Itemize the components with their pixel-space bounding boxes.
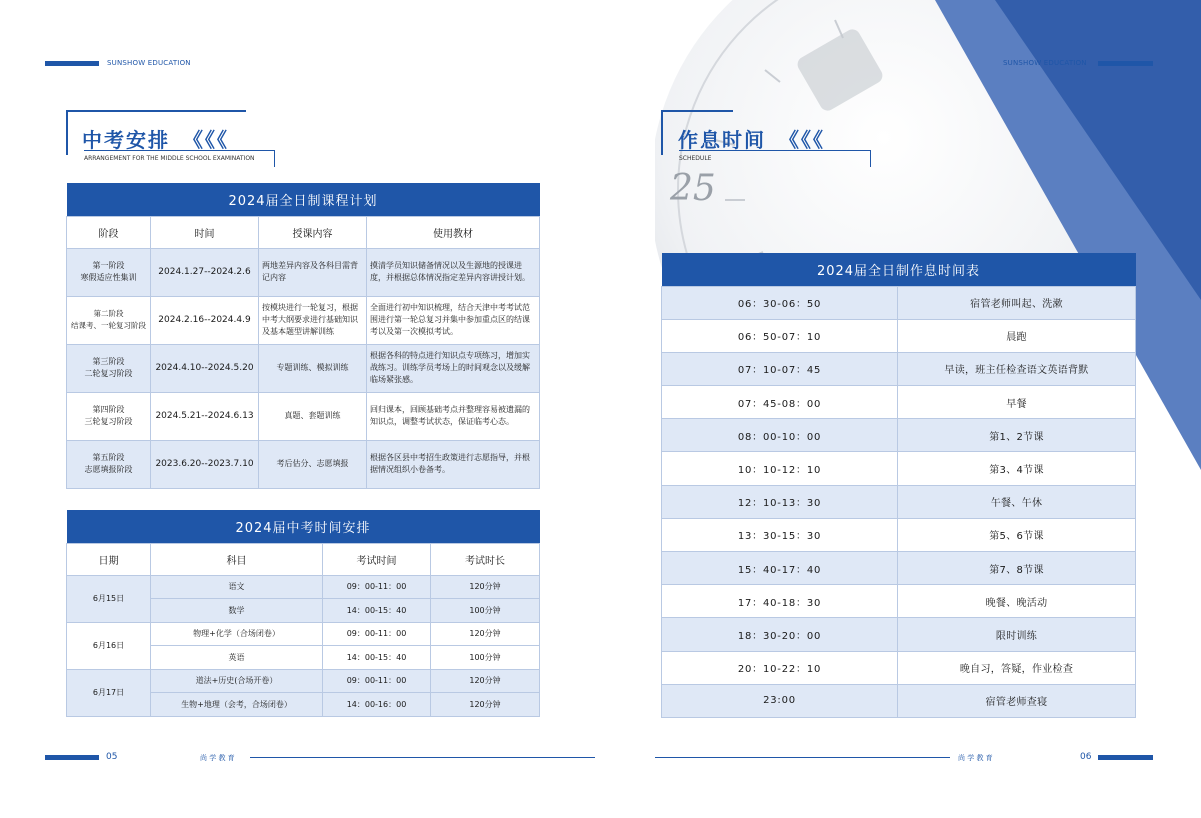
page-subtitle: ARRANGEMENT FOR THE MIDDLE SCHOOL EXAMINATION bbox=[84, 155, 255, 162]
table-row bbox=[67, 622, 540, 646]
table-row bbox=[662, 585, 1136, 618]
page-subtitle: SCHEDULE bbox=[679, 155, 712, 162]
material-cell: 根据各科的特点进行知识点专项练习，增加实战练习。训练学员考场上的时间观念以及缓解临场紧张感。 bbox=[367, 344, 540, 392]
duration-cell: 120分钟 bbox=[431, 693, 540, 717]
activity-cell: 第7、8节课 bbox=[898, 552, 1136, 585]
exam-schedule-table bbox=[66, 510, 540, 717]
content-cell: 真题、套题训练 bbox=[259, 392, 367, 440]
exam-schedule-caption: 2024届中考时间安排 bbox=[67, 510, 540, 543]
time-cell: 2024.2.16--2024.4.9 bbox=[151, 296, 259, 344]
activity-cell: 限时训练 bbox=[898, 618, 1136, 651]
activity-cell: 第5、6节课 bbox=[898, 518, 1136, 551]
time-cell: 07：45-08：00 bbox=[662, 386, 898, 419]
page-number-right: 06 bbox=[1080, 752, 1092, 762]
column-header: 时间 bbox=[151, 216, 259, 248]
table-row bbox=[67, 248, 540, 296]
subject-cell: 数学 bbox=[151, 599, 323, 623]
date-cell: 6月15日 bbox=[67, 575, 151, 622]
table-row bbox=[67, 669, 540, 693]
subject-cell: 生物+地理（会考，合场闭卷） bbox=[151, 693, 323, 717]
column-header: 授课内容 bbox=[259, 216, 367, 248]
exam-time-cell: 09：00-11：00 bbox=[323, 669, 431, 693]
daily-schedule-caption: 2024届全日制作息时间表 bbox=[662, 253, 1136, 286]
duration-cell: 100分钟 bbox=[431, 599, 540, 623]
header-bar-left bbox=[45, 61, 99, 66]
table-row bbox=[67, 296, 540, 344]
time-cell: 2024.5.21--2024.6.13 bbox=[151, 392, 259, 440]
date-cell: 6月17日 bbox=[67, 669, 151, 716]
activity-cell: 宿管老师查寝 bbox=[898, 684, 1136, 717]
material-cell: 根据各区县中考招生政策进行志愿指导，并根据情况组织小卷备考。 bbox=[367, 440, 540, 488]
table-row bbox=[67, 575, 540, 599]
activity-cell: 宿管老师叫起、洗漱 bbox=[898, 286, 1136, 319]
exam-time-cell: 09：00-11：00 bbox=[323, 622, 431, 646]
time-cell: 06：30-06：50 bbox=[662, 286, 898, 319]
table-row bbox=[662, 518, 1136, 551]
activity-cell: 晚餐、晚活动 bbox=[898, 585, 1136, 618]
duration-cell: 100分钟 bbox=[431, 646, 540, 670]
subject-cell: 物理+化学（合场闭卷） bbox=[151, 622, 323, 646]
table-row bbox=[662, 618, 1136, 651]
content-cell: 按模块进行一轮复习，根据中考大纲要求进行基础知识及基本题型讲解训练 bbox=[259, 296, 367, 344]
time-cell: 13：30-15：30 bbox=[662, 518, 898, 551]
time-cell: 17：40-18：30 bbox=[662, 585, 898, 618]
column-header: 考试时长 bbox=[431, 543, 540, 575]
date-cell: 6月16日 bbox=[67, 622, 151, 669]
activity-cell: 第3、4节课 bbox=[898, 452, 1136, 485]
table-row bbox=[662, 452, 1136, 485]
duration-cell: 120分钟 bbox=[431, 669, 540, 693]
activity-cell: 早餐 bbox=[898, 386, 1136, 419]
table-row bbox=[662, 485, 1136, 518]
stage-cell: 第五阶段 志愿填报阶段 bbox=[67, 440, 151, 488]
subject-cell: 道法+历史(合场开卷） bbox=[151, 669, 323, 693]
footer-line-left bbox=[250, 757, 595, 758]
duration-cell: 120分钟 bbox=[431, 575, 540, 599]
time-cell: 20：10-22：10 bbox=[662, 651, 898, 684]
table-row bbox=[662, 419, 1136, 452]
material-cell: 摸清学员知识储备情况以及生源地的授课进度，并根据总体情况指定差异内容讲授计划。 bbox=[367, 248, 540, 296]
activity-cell: 第1、2节课 bbox=[898, 419, 1136, 452]
table-row bbox=[662, 386, 1136, 419]
course-plan-caption: 2024届全日制课程计划 bbox=[67, 183, 540, 216]
page-title: 中考安排 bbox=[82, 128, 170, 152]
footer-bar-left bbox=[45, 755, 99, 760]
table-row bbox=[662, 319, 1136, 352]
footer-brand-left: 尚 学 教 育 bbox=[200, 754, 235, 762]
title-arrows: 《《《 bbox=[182, 128, 229, 152]
table-row bbox=[67, 344, 540, 392]
footer-brand-right: 尚 学 教 育 bbox=[958, 754, 993, 762]
table-row bbox=[662, 286, 1136, 319]
content-cell: 两地差异内容及各科目需背记内容 bbox=[259, 248, 367, 296]
time-cell: 2024.1.27--2024.2.6 bbox=[151, 248, 259, 296]
time-cell: 12：10-13：30 bbox=[662, 485, 898, 518]
subject-cell: 英语 bbox=[151, 646, 323, 670]
duration-cell: 120分钟 bbox=[431, 622, 540, 646]
time-cell: 06：50-07：10 bbox=[662, 319, 898, 352]
header-brand-left: SUNSHOW EDUCATION bbox=[107, 59, 191, 67]
time-cell: 15：40-17：40 bbox=[662, 552, 898, 585]
stage-cell: 第一阶段 寒假适应性集训 bbox=[67, 248, 151, 296]
column-header: 日期 bbox=[67, 543, 151, 575]
material-cell: 回归课本，回顾基础考点并整理容易被遗漏的知识点，调整考试状态，保证临考心态。 bbox=[367, 392, 540, 440]
time-cell: 18：30-20：00 bbox=[662, 618, 898, 651]
content-cell: 专题训练、模拟训练 bbox=[259, 344, 367, 392]
stage-cell: 第四阶段 三轮复习阶段 bbox=[67, 392, 151, 440]
header-bar-right bbox=[1098, 61, 1153, 66]
table-header-row bbox=[67, 216, 540, 248]
time-cell: 23:00 bbox=[662, 684, 898, 717]
column-header: 使用教材 bbox=[367, 216, 540, 248]
table-row bbox=[67, 392, 540, 440]
column-header: 阶段 bbox=[67, 216, 151, 248]
background-number: 25 bbox=[670, 168, 716, 209]
time-cell: 2023.6.20--2023.7.10 bbox=[151, 440, 259, 488]
activity-cell: 晨跑 bbox=[898, 319, 1136, 352]
activity-cell: 早读，班主任检查语文英语背默 bbox=[898, 352, 1136, 385]
table-row bbox=[662, 684, 1136, 717]
footer-line-right bbox=[655, 757, 950, 758]
table-header-row bbox=[67, 543, 540, 575]
material-cell: 全面进行初中知识梳理，结合天津中考考试范围进行第一轮总复习并集中参加重点区的结课考以及第一次模拟考试。 bbox=[367, 296, 540, 344]
stage-cell: 第二阶段 结课考、一轮复习阶段 bbox=[67, 296, 151, 344]
column-header: 科目 bbox=[151, 543, 323, 575]
time-cell: 07：10-07：45 bbox=[662, 352, 898, 385]
header-brand-right: SUNSHOW EDUCATION bbox=[1003, 59, 1087, 67]
exam-time-cell: 14：00-16：00 bbox=[323, 693, 431, 717]
table-row bbox=[67, 440, 540, 488]
activity-cell: 午餐、午休 bbox=[898, 485, 1136, 518]
exam-time-cell: 14：00-15：40 bbox=[323, 599, 431, 623]
daily-schedule-table bbox=[661, 253, 1136, 718]
activity-cell: 晚自习，答疑，作业检查 bbox=[898, 651, 1136, 684]
table-row bbox=[662, 352, 1136, 385]
table-row bbox=[662, 552, 1136, 585]
page-number-left: 05 bbox=[106, 752, 118, 762]
footer-bar-right bbox=[1098, 755, 1153, 760]
exam-time-cell: 14：00-15：40 bbox=[323, 646, 431, 670]
page-title: 作息时间 bbox=[678, 128, 766, 152]
column-header: 考试时间 bbox=[323, 543, 431, 575]
content-cell: 考后估分、志愿填报 bbox=[259, 440, 367, 488]
stage-cell: 第三阶段 二轮复习阶段 bbox=[67, 344, 151, 392]
table-row bbox=[662, 651, 1136, 684]
course-plan-table bbox=[66, 183, 540, 489]
exam-time-cell: 09：00-11：00 bbox=[323, 575, 431, 599]
time-cell: 10：10-12：10 bbox=[662, 452, 898, 485]
time-cell: 08：00-10：00 bbox=[662, 419, 898, 452]
time-cell: 2024.4.10--2024.5.20 bbox=[151, 344, 259, 392]
title-arrows: 《《《 bbox=[778, 128, 825, 152]
subject-cell: 语文 bbox=[151, 575, 323, 599]
